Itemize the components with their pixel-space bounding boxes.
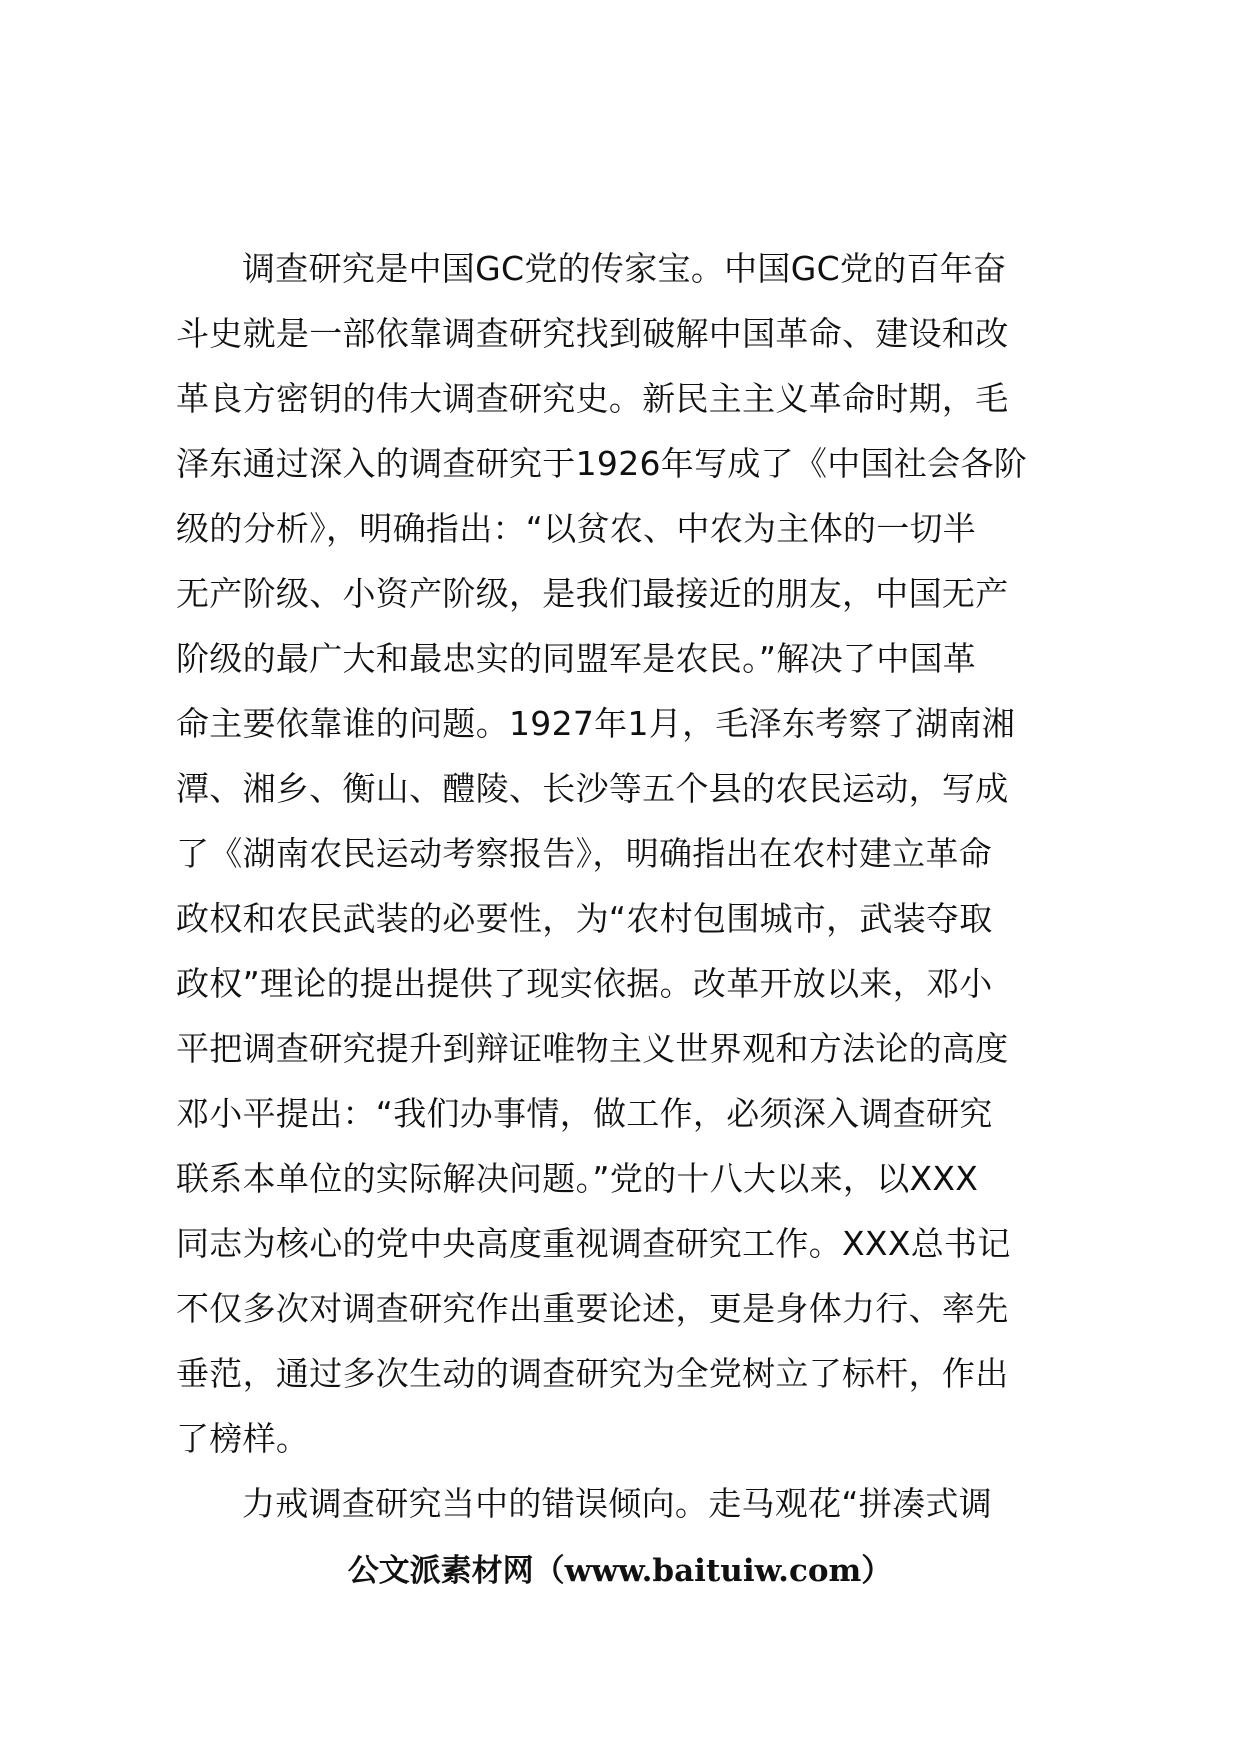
paragraph-1-line-11: 政权和农民武装的必要性，为“农村包围城市，武装夺取: [176, 899, 993, 938]
paragraph-1-line-19: 了榜样。: [176, 1419, 310, 1458]
paragraph-1-line-12: 政权”理论的提出提供了现实依据。改革开放以来，邓小: [176, 964, 993, 1003]
paragraph-1-line-7: 阶级的最广大和最忠实的同盟军是农民。”解决了中国革: [176, 639, 977, 678]
paragraph-2-line-1: 力戒调查研究当中的错误倾向。走马观花“拼凑式调: [242, 1484, 992, 1523]
paragraph-1-line-1: 调查研究是中国GC党的传家宝。中国GC党的百年奋: [242, 249, 1007, 288]
paragraph-1-line-17: 不仅多次对调查研究作出重要论述，更是身体力行、率先: [176, 1289, 1009, 1328]
paragraph-1-line-2: 斗史就是一部依靠调查研究找到破解中国革命、建设和改: [176, 314, 1009, 353]
paragraph-1-line-15: 联系本单位的实际解决问题。”党的十八大以来，以XXX: [176, 1159, 979, 1198]
paragraph-1-line-9: 潭、湘乡、衡山、醴陵、长沙等五个县的农民运动，写成: [176, 769, 1009, 808]
paragraph-1-line-5: 级的分析》，明确指出：“以贫农、中农为主体的一切半: [176, 509, 977, 548]
paragraph-1-line-4: 泽东通过深入的调查研究于1926年写成了《中国社会各阶: [176, 444, 1028, 483]
paragraph-1-line-18: 垂范，通过多次生动的调查研究为全党树立了标杆，作出: [176, 1354, 1009, 1393]
paragraph-1-line-13: 平把调查研究提升到辩证唯物主义世界观和方法论的高度: [176, 1029, 1009, 1068]
paragraph-1-line-16: 同志为核心的党中央高度重视调查研究工作。XXX总书记: [176, 1224, 1011, 1263]
footer-watermark: 公文派素材网（www.baituiw.com）: [347, 1553, 893, 1589]
body-text: [176, 236, 1106, 1536]
paragraph-1-line-14: 邓小平提出：“我们办事情，做工作，必须深入调查研究: [176, 1094, 993, 1133]
paragraph-1-line-8: 命主要依靠谁的问题。1927年1月，毛泽东考察了湖南湘: [176, 704, 1016, 743]
paragraph-1-line-6: 无产阶级、小资产阶级，是我们最接近的朋友，中国无产: [176, 574, 1009, 613]
paragraph-1-line-3: 革良方密钥的伟大调查研究史。新民主主义革命时期，毛: [176, 379, 1009, 418]
paragraph-1-line-10: 了《湖南农民运动考察报告》，明确指出在农村建立革命: [176, 834, 992, 873]
